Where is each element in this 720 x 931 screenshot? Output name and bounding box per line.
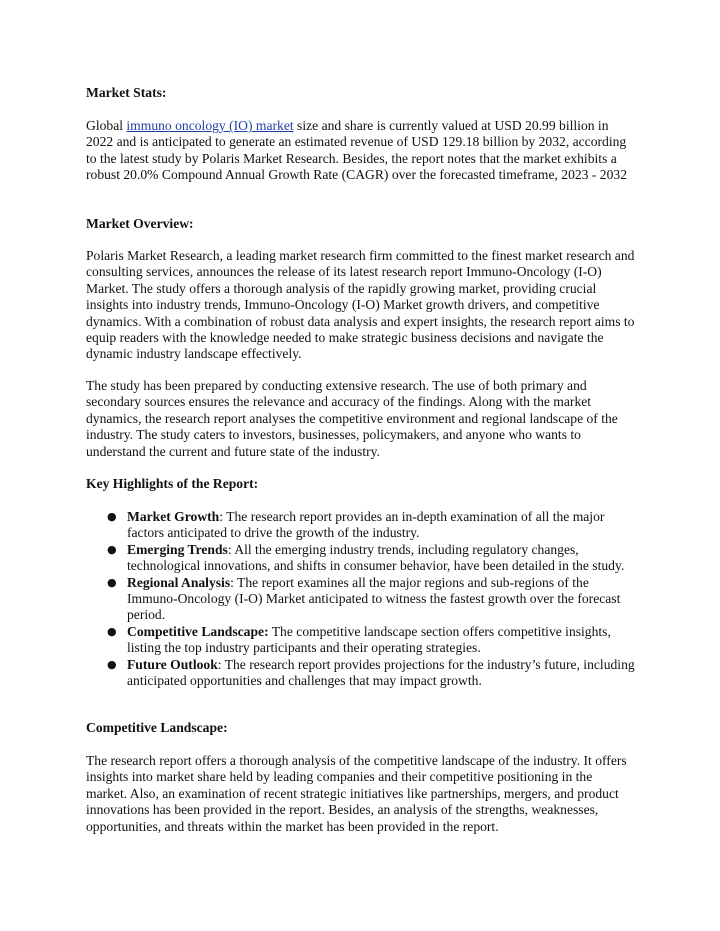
key-highlights-heading: Key Highlights of the Report: [86, 476, 259, 491]
market-stats-text-start: Global [86, 118, 127, 133]
bullet-icon: ● [107, 624, 117, 638]
highlight-separator: : [217, 656, 225, 672]
bullet-icon: ● [107, 510, 117, 523]
key-highlights-list [86, 509, 636, 689]
market-overview-paragraph-2: The study has been prepared by conducting extensive research. The use of both primary and secondary sources ensures the relevance and accuracy of the findings. Along with the market dynamics, the research report analyses the competitive environment and regional landscape of the industry. The study caters to investors, businesses, policymakers, and anyone who wants to understand the current and future state of the industry. [86, 378, 618, 459]
highlight-separator: : [219, 509, 227, 524]
highlight-text: The research report provides projections for the industry’s future, including anticipated opportunities and challenges that may impact growth. [127, 656, 635, 689]
market-overview-heading: Market Overview: [86, 216, 194, 231]
bullet-icon: ● [107, 657, 117, 671]
bullet-icon: ● [107, 542, 117, 556]
highlight-text: The competitive landscape section offers competitive insights, listing the top industry participants and their operating strategies. [127, 623, 611, 656]
highlight-separator: : [227, 541, 235, 557]
highlight-item-competitive-landscape [86, 624, 636, 657]
competitive-landscape-heading: Competitive Landscape: [86, 720, 228, 735]
highlight-item-future-outlook [86, 657, 636, 690]
competitive-landscape-paragraph: The research report offers a thorough analysis of the competitive landscape of the industry. It offers insights into market share held by leading companies and their competitive positioning in the market. Also, an examination of recent strategic initiatives like partnerships, mergers, and product innovations has been provided in the report. Besides, an analysis of the strengths, weaknesses, opportunities, and threats within the market has been provided in the report. [86, 753, 627, 834]
market-stats-heading: Market Stats: [86, 85, 167, 100]
highlight-term: Competitive Landscape: [127, 623, 269, 639]
market-stats-paragraph [86, 118, 636, 184]
highlight-item-regional-analysis [86, 575, 636, 624]
highlight-item-emerging-trends [86, 542, 636, 575]
highlight-text: All the emerging industry trends, including regulatory changes, technological innovations, and shifts in consumer behavior, have been detailed in the study. [127, 541, 625, 574]
market-stats-text-end: size and share is currently valued at USD 20.99 billion in 2022 and is anticipated to generate an estimated revenue of USD 129.18 billion by 2032, according to the latest study by Polaris Market Research. Besides, the report notes that the market exhibits a robust 20.0% Compound Annual Growth Rate (CAGR) over the forecasted timeframe, 2023 - 2032 [86, 118, 627, 183]
highlight-term: Market Growth [127, 509, 220, 524]
highlight-separator: : [230, 574, 238, 590]
immuno-oncology-market-link[interactable]: immuno oncology (IO) market [126, 118, 294, 133]
highlight-text: The research report provides an in-depth examination of all the major factors anticipated to drive the growth of the industry. [127, 509, 605, 541]
highlight-term: Regional Analysis [127, 574, 231, 590]
bullet-icon: ● [107, 575, 117, 589]
highlight-term: Emerging Trends [127, 541, 228, 557]
highlight-item-market-growth [86, 509, 636, 542]
market-overview-paragraph-1: Polaris Market Research, a leading market research firm committed to the finest market research and consulting services, announces the release of its latest research report Immuno-Oncology (I-O) Market. The study offers a thorough analysis of the rapidly growing market, providing crucial insights into industry trends, Immuno-Oncology (I-O) Market growth drivers, and competitive dynamics. With a combination of robust data analysis and expert insights, the research report aims to equip readers with the knowledge needed to make strategic business decisions and navigate the dynamic industry landscape effectively. [86, 248, 635, 362]
highlight-text: The report examines all the major regions and sub-regions of the Immuno-Oncology (I-O) Market anticipated to witness the fastest growth over the forecast period. [127, 574, 621, 623]
highlight-term: Future Outlook [127, 656, 218, 672]
